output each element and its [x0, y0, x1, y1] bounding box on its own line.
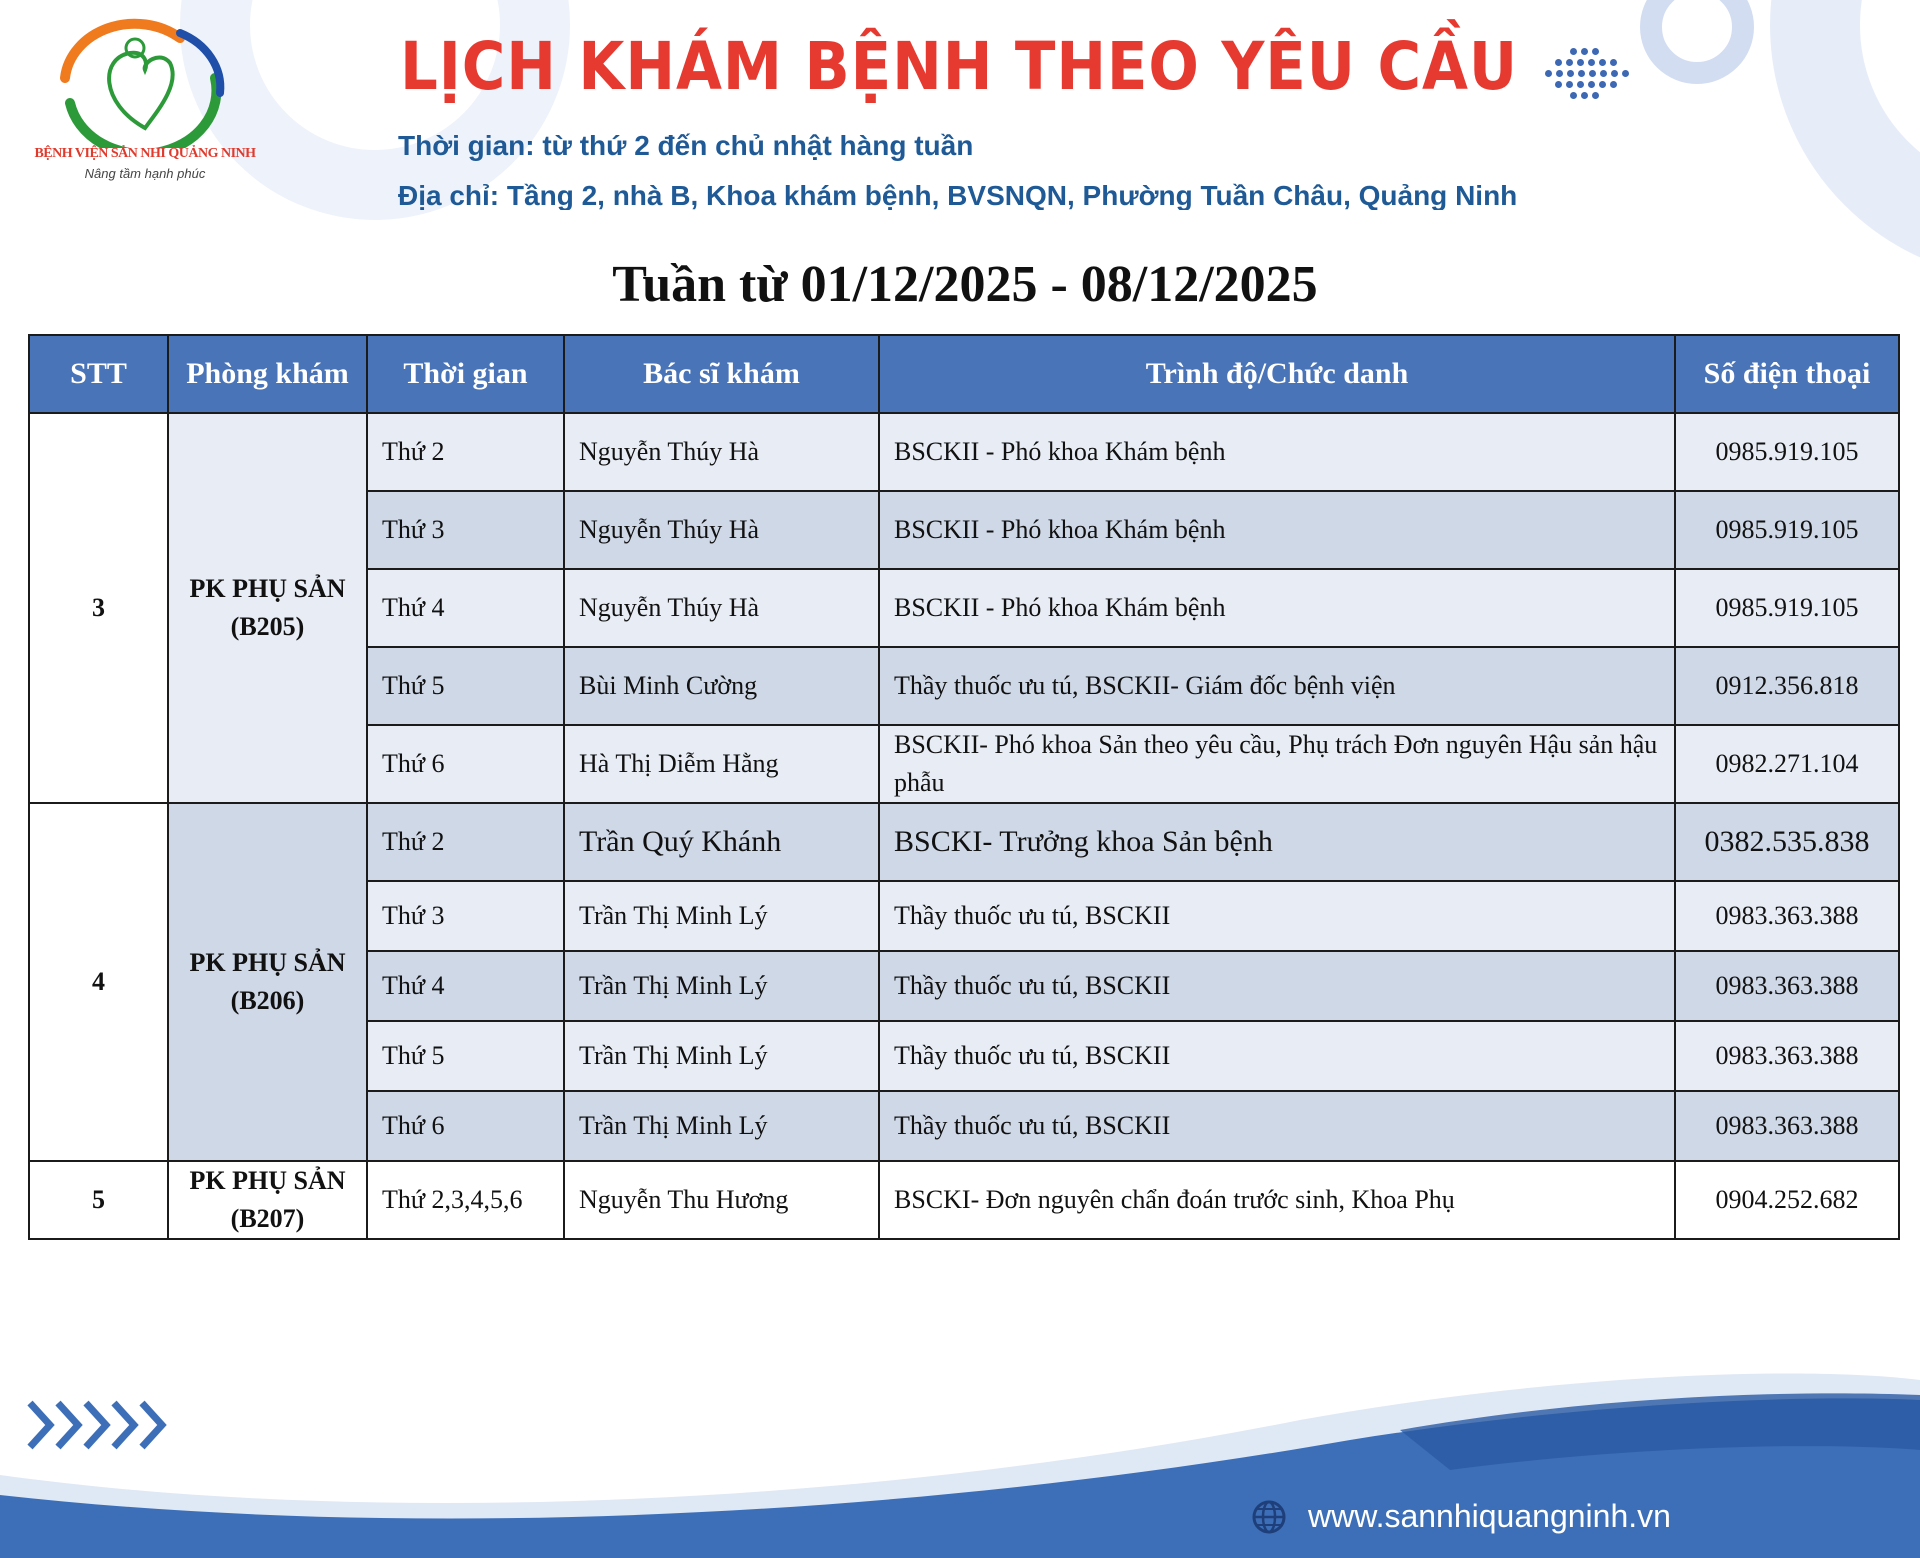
time-cell: Thứ 5 — [367, 1021, 564, 1091]
time-cell: Thứ 2,3,4,5,6 — [367, 1161, 564, 1239]
column-header-room: Phòng khám — [168, 335, 367, 413]
chevrons-icon — [24, 1395, 184, 1455]
column-header-doctor: Bác sĩ khám — [564, 335, 879, 413]
title-cell: BSCKII- Phó khoa Sản theo yêu cầu, Phụ trách Đơn nguyên Hậu sản hậu phẫu — [879, 725, 1675, 803]
week-title: Tuần từ 01/12/2025 - 08/12/2025 — [612, 256, 1318, 313]
decorative-dot — [1599, 81, 1606, 88]
doctor-cell: Nguyễn Thúy Hà — [564, 491, 879, 569]
doctor-cell: Nguyễn Thu Hương — [564, 1161, 879, 1239]
column-header-time: Thời gian — [367, 335, 564, 413]
doctor-cell: Bùi Minh Cường — [564, 647, 879, 725]
stt-cell: 4 — [29, 803, 168, 1161]
table-row — [29, 1161, 1899, 1239]
phone-cell: 0982.271.104 — [1675, 725, 1899, 803]
stt-cell: 3 — [29, 413, 168, 803]
globe-icon — [1252, 1500, 1286, 1534]
time-cell: Thứ 4 — [367, 569, 564, 647]
schedule-time-line: Thời gian: từ thứ 2 đến chủ nhật hàng tuần — [398, 130, 974, 161]
decorative-dot — [1555, 81, 1562, 88]
decorative-dot — [1566, 81, 1573, 88]
decorative-dot — [1567, 70, 1574, 77]
room-cell — [168, 1161, 367, 1239]
time-cell: Thứ 4 — [367, 951, 564, 1021]
decorative-dot — [1611, 70, 1618, 77]
title-cell: Thầy thuốc ưu tú, BSCKII — [879, 881, 1675, 951]
room-name: PK PHỤ SẢN — [189, 1166, 346, 1195]
time-cell: Thứ 3 — [367, 881, 564, 951]
doctor-cell: Trần Thị Minh Lý — [564, 881, 879, 951]
table-row — [29, 413, 1899, 491]
decorative-dot — [1570, 92, 1577, 99]
decorative-ring — [1640, 0, 1754, 84]
logo-emblem-icon — [30, 8, 260, 148]
phone-cell: 0382.535.838 — [1675, 803, 1899, 881]
column-header-phone: Số điện thoại — [1675, 335, 1899, 413]
title-cell: BSCKI- Trưởng khoa Sản bệnh — [879, 803, 1675, 881]
time-cell: Thứ 6 — [367, 1091, 564, 1161]
decorative-dot — [1599, 59, 1606, 66]
doctor-cell: Nguyễn Thúy Hà — [564, 413, 879, 491]
doctor-cell: Hà Thị Diễm Hằng — [564, 725, 879, 803]
room-name: PK PHỤ SẢN — [189, 574, 346, 603]
time-cell: Thứ 5 — [367, 647, 564, 725]
phone-cell: 0983.363.388 — [1675, 951, 1899, 1021]
phone-cell: 0983.363.388 — [1675, 1021, 1899, 1091]
phone-cell: 0985.919.105 — [1675, 413, 1899, 491]
title-cell: BSCKII - Phó khoa Khám bệnh — [879, 569, 1675, 647]
room-code: (B205) — [230, 612, 305, 641]
table-header-row — [29, 335, 1899, 413]
time-cell: Thứ 3 — [367, 491, 564, 569]
doctor-cell: Trần Thị Minh Lý — [564, 1021, 879, 1091]
stt-cell: 5 — [29, 1161, 168, 1239]
time-cell: Thứ 2 — [367, 803, 564, 881]
decorative-dot — [1589, 70, 1596, 77]
decorative-ring — [1770, 0, 1920, 280]
title-cell: Thầy thuốc ưu tú, BSCKII- Giám đốc bệnh viện — [879, 647, 1675, 725]
decorative-dot — [1581, 92, 1588, 99]
column-header-stt: STT — [29, 335, 168, 413]
phone-cell: 0985.919.105 — [1675, 491, 1899, 569]
title-cell: Thầy thuốc ưu tú, BSCKII — [879, 1091, 1675, 1161]
hospital-logo — [30, 8, 260, 188]
decorative-dot — [1556, 70, 1563, 77]
title-cell: Thầy thuốc ưu tú, BSCKII — [879, 1021, 1675, 1091]
doctor-cell: Trần Thị Minh Lý — [564, 1091, 879, 1161]
doctor-cell: Trần Thị Minh Lý — [564, 951, 879, 1021]
decorative-dot — [1610, 59, 1617, 66]
time-cell: Thứ 2 — [367, 413, 564, 491]
room-code: (B207) — [230, 1204, 305, 1233]
decorative-dot — [1577, 81, 1584, 88]
decorative-dot — [1555, 59, 1562, 66]
phone-cell: 0912.356.818 — [1675, 647, 1899, 725]
column-header-title: Trình độ/Chức danh — [879, 335, 1675, 413]
phone-cell: 0983.363.388 — [1675, 881, 1899, 951]
room-code: (B206) — [230, 986, 305, 1015]
decorative-dot — [1600, 70, 1607, 77]
table-row — [29, 803, 1899, 881]
doctor-cell: Nguyễn Thúy Hà — [564, 569, 879, 647]
decorative-dot — [1588, 59, 1595, 66]
phone-cell: 0983.363.388 — [1675, 1091, 1899, 1161]
title-cell: BSCKI- Đơn nguyên chẩn đoán trước sinh, Khoa Phụ — [879, 1161, 1675, 1239]
decorative-dot — [1592, 92, 1599, 99]
decorative-dot — [1578, 70, 1585, 77]
logo-brand-text: BỆNH VIỆN SẢN NHI QUẢNG NINH — [34, 146, 256, 161]
title-cell: BSCKII - Phó khoa Khám bệnh — [879, 413, 1675, 491]
room-cell — [168, 803, 367, 1161]
room-name: PK PHỤ SẢN — [189, 948, 346, 977]
title-cell: Thầy thuốc ưu tú, BSCKII — [879, 951, 1675, 1021]
decorative-dot — [1570, 48, 1577, 55]
decorative-dot — [1577, 59, 1584, 66]
website-link[interactable]: www.sannhiquangninh.vn — [1308, 1498, 1671, 1534]
decorative-dot — [1545, 70, 1552, 77]
decorative-dot — [1566, 59, 1573, 66]
room-cell — [168, 413, 367, 803]
doctor-cell: Trần Quý Khánh — [564, 803, 879, 881]
phone-cell: 0985.919.105 — [1675, 569, 1899, 647]
decorative-dot — [1588, 81, 1595, 88]
page-title: LỊCH KHÁM BỆNH THEO YÊU CẦU — [400, 28, 1518, 105]
decorative-dot — [1581, 48, 1588, 55]
title-cell: BSCKII - Phó khoa Khám bệnh — [879, 491, 1675, 569]
decorative-dot — [1610, 81, 1617, 88]
address-line: Địa chỉ: Tầng 2, nhà B, Khoa khám bệnh, BVSNQN, Phường Tuần Châu, Quảng Ninh — [398, 180, 1518, 210]
decorative-dot — [1622, 70, 1629, 77]
phone-cell: 0904.252.682 — [1675, 1161, 1899, 1239]
decorative-dots — [1545, 48, 1635, 108]
schedule-table — [28, 334, 1900, 1240]
decorative-dot — [1592, 48, 1599, 55]
logo-tagline: Nâng tầm hạnh phúc — [84, 166, 206, 181]
time-cell: Thứ 6 — [367, 725, 564, 803]
